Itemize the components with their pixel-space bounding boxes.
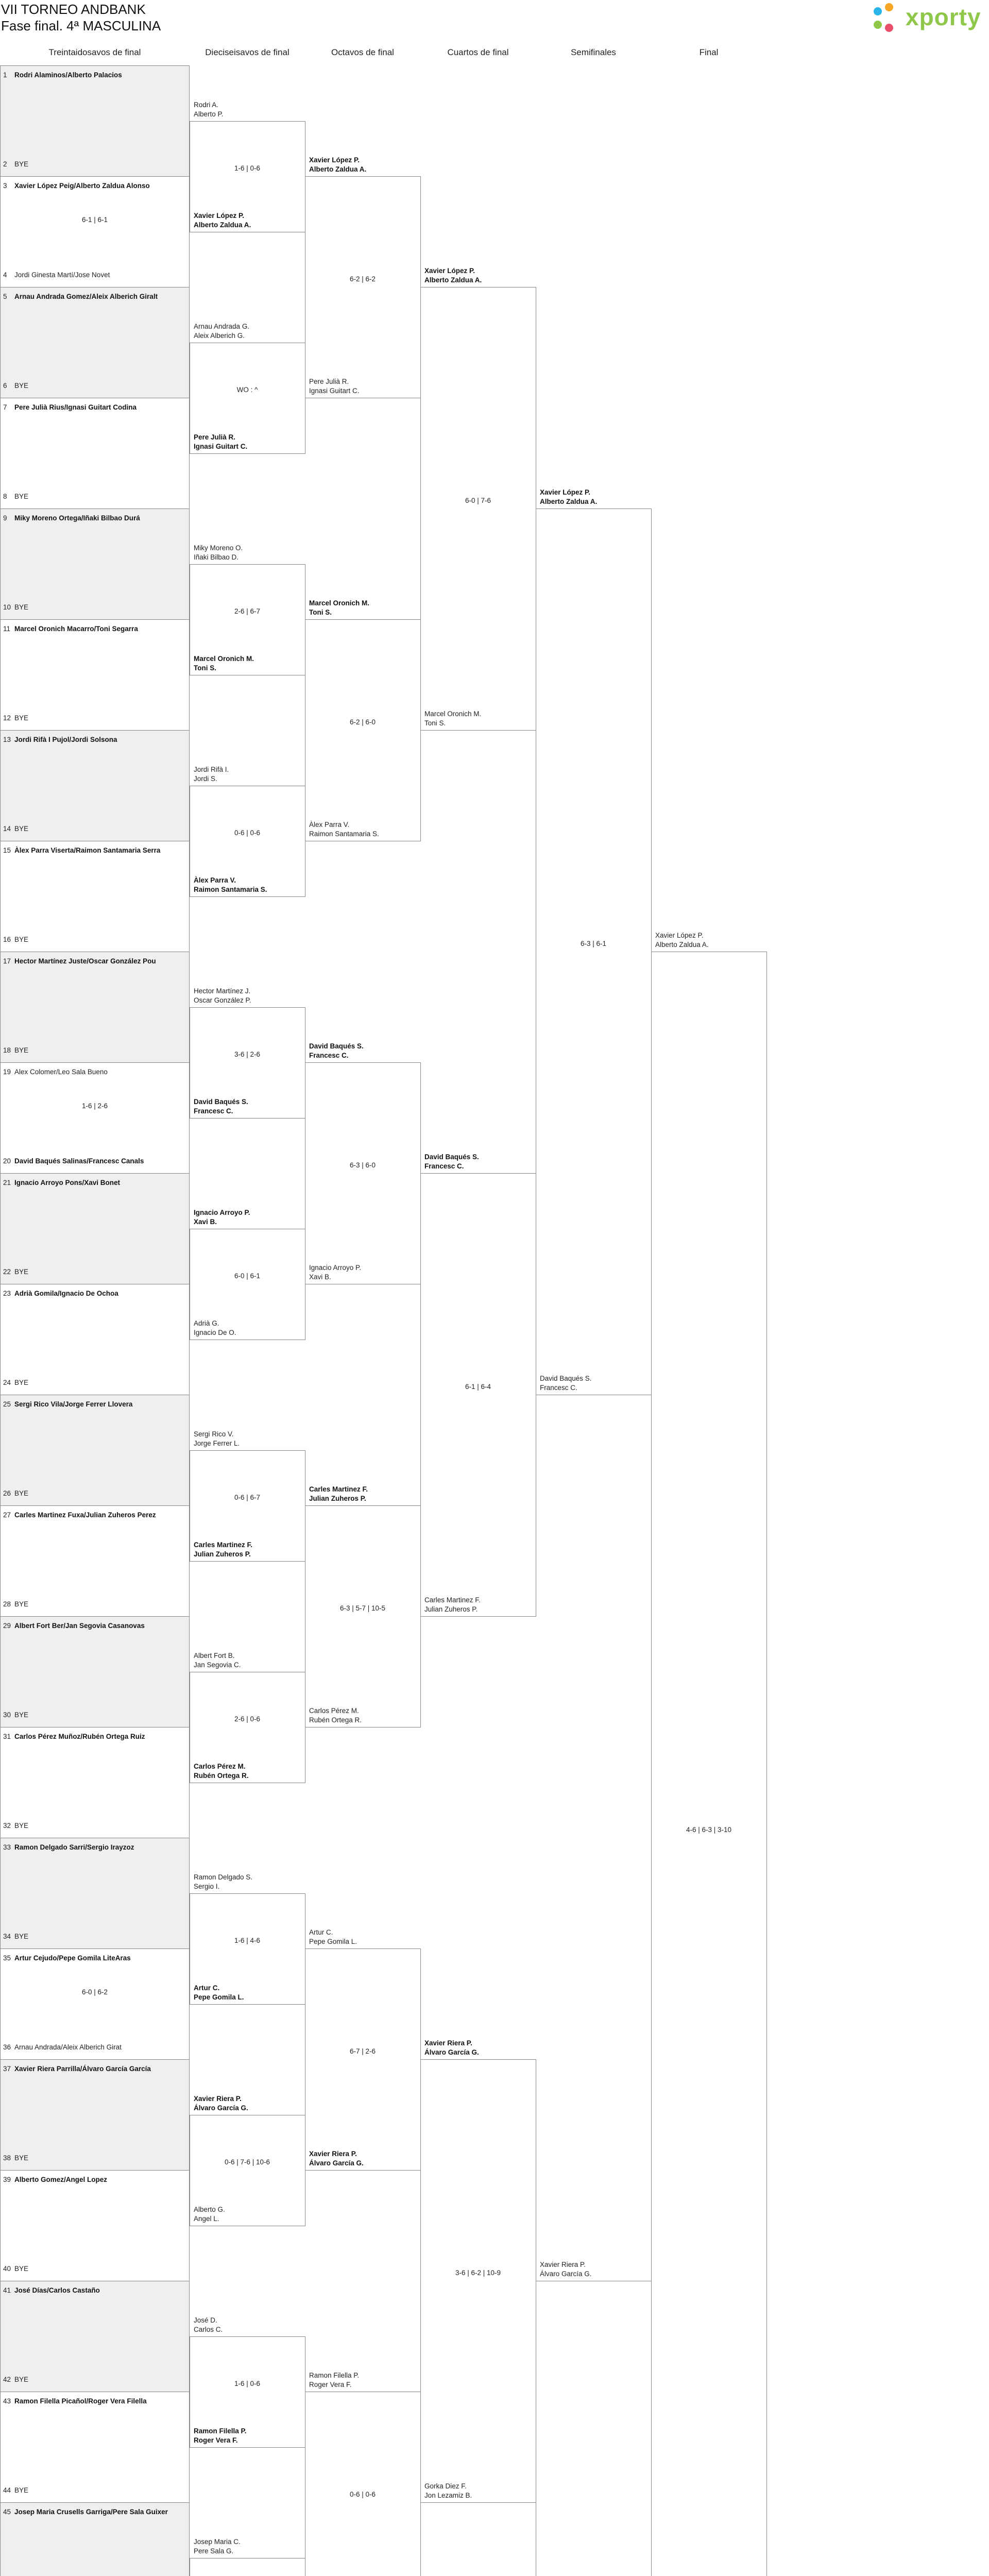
match-score: 1-6 | 0-6 — [190, 2379, 305, 2388]
match-score: 6-2 | 6-2 — [305, 275, 420, 283]
team-name: Francesc C. — [540, 1383, 577, 1392]
team-name: Rodri A. — [194, 100, 218, 109]
team-name: Pepe Gomila L. — [194, 1993, 244, 2002]
match-slot — [0, 2059, 190, 2171]
team-name: Xavi B. — [309, 1273, 331, 1281]
team-name: Raimon Santamaria S. — [309, 829, 379, 838]
team-name: Carles Martinez F. — [194, 1540, 252, 1549]
team-name: BYE — [14, 1821, 28, 1830]
match-slot — [0, 1284, 190, 1395]
seed-number: 18 — [3, 1046, 11, 1055]
seed-number: 23 — [3, 1289, 11, 1298]
team-name: BYE — [14, 1710, 28, 1719]
team-name: BYE — [14, 1600, 28, 1608]
team-name: Sergi Rico V. — [194, 1430, 234, 1438]
team-name: Gorka Diez F. — [424, 2482, 467, 2490]
team-name: Sergio I. — [194, 1882, 219, 1891]
round-header-r5: Semifinales — [536, 47, 651, 58]
team-name: Hector Martínez Juste/Oscar González Pou — [14, 957, 156, 965]
seed-number: 43 — [3, 2397, 11, 2405]
match-slot — [0, 1727, 190, 1838]
team-name: Julian Zuheros P. — [309, 1494, 366, 1503]
team-name: Artur C. — [309, 1928, 333, 1937]
round-header-r4: Cuartos de final — [420, 47, 536, 58]
team-name: Roger Vera F. — [309, 2380, 352, 2389]
team-name: Roger Vera F. — [194, 2436, 238, 2445]
team-name: Alberto Zaldua A. — [309, 165, 366, 174]
team-name: Xavi B. — [194, 1217, 217, 1226]
seed-number: 16 — [3, 935, 11, 944]
team-name: Sergi Rico Vila/Jorge Ferrer Llovera — [14, 1400, 132, 1409]
match-score: 0-6 | 6-7 — [190, 1493, 305, 1502]
team-name: Jordi Ginesta Martí/Jose Novet — [14, 270, 110, 279]
team-name: BYE — [14, 2375, 28, 2384]
match-slot — [0, 952, 190, 1063]
seed-number: 7 — [3, 403, 7, 412]
team-name: Pepe Gomila L. — [309, 1937, 357, 1946]
seed-number: 41 — [3, 2286, 11, 2295]
seed-number: 35 — [3, 1954, 11, 1962]
match-score: 1-6 | 2-6 — [0, 1101, 190, 1110]
seed-number: 12 — [3, 714, 11, 722]
team-name: Álvaro García G. — [424, 2048, 479, 2057]
seed-number: 42 — [3, 2375, 11, 2384]
seed-number: 27 — [3, 1511, 11, 1519]
match-slot — [0, 1173, 190, 1284]
team-name: Ignacio Arroyo Pons/Xavi Bonet — [14, 1178, 120, 1187]
seed-number: 32 — [3, 1821, 11, 1830]
match-slot — [0, 398, 190, 509]
match-score: 3-6 | 6-2 | 10-9 — [420, 2268, 536, 2277]
match-score: 6-0 | 7-6 — [420, 496, 536, 505]
team-name: BYE — [14, 1046, 28, 1055]
tournament-title: VII TORNEO ANDBANK — [1, 1, 146, 18]
team-name: Toni S. — [309, 608, 332, 617]
team-name: Xavier Riera P. — [309, 2149, 357, 2158]
seed-number: 21 — [3, 1178, 11, 1187]
team-name: Xavier Riera P. — [194, 2094, 242, 2103]
team-name: Xavier López P. — [424, 266, 475, 275]
team-name: Xavier López P. — [309, 156, 360, 164]
seed-number: 10 — [3, 603, 11, 612]
seed-number: 8 — [3, 492, 7, 501]
team-name: Francesc C. — [424, 1162, 464, 1171]
team-name: Toni S. — [194, 664, 216, 672]
match-score: 6-0 | 6-1 — [190, 1272, 305, 1280]
team-name: Ramon Filella P. — [309, 2371, 359, 2380]
match-slot — [0, 65, 190, 177]
seed-number: 38 — [3, 2154, 11, 2162]
team-name: Marcel Oronich M. — [424, 709, 481, 718]
team-name: Álvaro García G. — [194, 2104, 248, 2112]
seed-number: 25 — [3, 1400, 11, 1409]
team-name: Alberto Zaldua A. — [424, 276, 482, 284]
seed-number: 5 — [3, 292, 7, 301]
match-box — [305, 619, 421, 841]
team-name: Jordi S. — [194, 774, 217, 783]
team-name: Josep Maria Crusells Garriga/Pere Sala Guixer — [14, 2507, 168, 2516]
match-box — [420, 287, 536, 731]
team-name: BYE — [14, 603, 28, 612]
team-name: David Baqués Salinas/Francesc Canals — [14, 1157, 144, 1165]
team-name: Xavier López Peig/Alberto Zaldua Alonso — [14, 181, 150, 190]
match-box — [536, 2281, 652, 2576]
match-score: 6-3 | 5-7 | 10-5 — [305, 1604, 420, 1613]
match-score: 6-1 | 6-1 — [0, 215, 190, 224]
team-name: Xavier López P. — [540, 488, 590, 497]
team-name: David Baqués S. — [540, 1374, 592, 1383]
seed-number: 11 — [3, 624, 10, 633]
team-name: Marcel Oronich Macarro/Toni Segarra — [14, 624, 138, 633]
team-name: Hector Martínez J. — [194, 987, 250, 995]
match-slot — [0, 1838, 190, 1949]
seed-number: 33 — [3, 1843, 11, 1852]
team-name: Álvaro García G. — [309, 2159, 364, 2167]
team-name: BYE — [14, 824, 28, 833]
team-name: Jan Segovia C. — [194, 1660, 241, 1669]
match-box — [420, 2059, 536, 2503]
team-name: Alberto Gomez/Angel Lopez — [14, 2175, 107, 2184]
team-name: Carlos Pérez M. — [194, 1762, 246, 1771]
team-name: Raimon Santamaria S. — [194, 885, 267, 894]
team-name: Ramon Filella P. — [194, 2427, 247, 2435]
team-name: Artur C. — [194, 1984, 219, 1992]
match-score: 2-6 | 6-7 — [190, 607, 305, 616]
team-name: BYE — [14, 2264, 28, 2273]
seed-number: 31 — [3, 1732, 11, 1741]
seed-number: 17 — [3, 957, 11, 965]
seed-number: 2 — [3, 160, 7, 168]
match-score: 2-6 | 0-6 — [190, 1715, 305, 1723]
seed-number: 39 — [3, 2175, 11, 2184]
team-name: Xavier Riera P. — [540, 2260, 586, 2269]
team-name: Ignacio De O. — [194, 1328, 236, 1337]
team-name: Alberto Zaldua A. — [655, 940, 709, 949]
team-name: Pere Julià R. — [194, 433, 235, 442]
match-score: 0-6 | 0-6 — [305, 2490, 420, 2499]
team-name: Xavier López P. — [655, 931, 704, 940]
team-name: Aleix Alberich G. — [194, 331, 245, 340]
team-name: Alberto P. — [194, 110, 224, 118]
seed-number: 15 — [3, 846, 11, 855]
team-name: Xavier López P. — [194, 211, 244, 220]
team-name: Alberto G. — [194, 2205, 225, 2214]
seed-number: 20 — [3, 1157, 11, 1165]
seed-number: 24 — [3, 1378, 11, 1387]
team-name: Jordi Rifà I Pujol/Jordi Solsona — [14, 735, 117, 744]
team-name: David Baqués S. — [424, 1153, 479, 1161]
match-slot — [0, 509, 190, 620]
team-name: Arnau Andrada G. — [194, 322, 249, 331]
logo-wordmark: xporty — [906, 3, 981, 31]
seed-number: 1 — [3, 71, 7, 79]
team-name: Rubén Ortega R. — [194, 1771, 249, 1780]
team-name: BYE — [14, 2486, 28, 2495]
match-slot — [0, 1505, 190, 1617]
team-name: Ignasi Guitart C. — [194, 442, 247, 451]
match-box — [305, 2392, 421, 2576]
match-slot — [0, 2281, 190, 2392]
match-box — [305, 176, 421, 398]
seed-number: 29 — [3, 1621, 11, 1630]
match-slot — [0, 2392, 190, 2503]
team-name: BYE — [14, 492, 28, 501]
team-name: Ramon Delgado Sarri/Sergio Irayzoz — [14, 1843, 134, 1852]
match-box — [305, 1062, 421, 1284]
team-name: Angel L. — [194, 2214, 219, 2223]
team-name: Adrià G. — [194, 1319, 219, 1328]
seed-number: 9 — [3, 514, 7, 522]
seed-number: 3 — [3, 181, 7, 190]
team-name: Jon Lezamiz B. — [424, 2491, 472, 2500]
tournament-subtitle: Fase final. 4ª MASCULINA — [1, 18, 161, 34]
team-name: Miky Moreno Ortega/Iñaki Bilbao Durá — [14, 514, 140, 522]
seed-number: 37 — [3, 2064, 11, 2073]
round-header-r1: Treintaidosavos de final — [37, 47, 152, 58]
seed-number: 26 — [3, 1489, 11, 1498]
team-name: BYE — [14, 2154, 28, 2162]
team-name: Francesc C. — [194, 1107, 233, 1115]
match-score: 0-6 | 0-6 — [190, 828, 305, 837]
seed-number: 44 — [3, 2486, 11, 2495]
seed-number: 30 — [3, 1710, 11, 1719]
seed-number: 36 — [3, 2043, 11, 2052]
match-score: 6-7 | 2-6 — [305, 2047, 420, 2056]
team-name: Marcel Oronich M. — [194, 654, 254, 663]
round-header-r6: Final — [651, 47, 766, 58]
match-score: 1-6 | 0-6 — [190, 164, 305, 173]
team-name: Jorge Ferrer L. — [194, 1439, 240, 1448]
team-name: BYE — [14, 1267, 28, 1276]
match-slot — [0, 1616, 190, 1727]
team-name: Albert Fort B. — [194, 1651, 235, 1660]
match-slot — [0, 841, 190, 952]
team-name: Marcel Oronich M. — [309, 599, 369, 607]
team-name: Xavier Riera Parrilla/Álvaro García García — [14, 2064, 151, 2073]
team-name: BYE — [14, 381, 28, 390]
match-score: 6-3 | 6-1 — [536, 939, 651, 948]
team-name: Arnau Andrada Gomez/Aleix Alberich Giralt — [14, 292, 158, 301]
team-name: BYE — [14, 160, 28, 168]
team-name: Xavier Riera P. — [424, 2039, 472, 2047]
match-box — [536, 509, 652, 1395]
match-box — [190, 2558, 305, 2576]
seed-number: 19 — [3, 1067, 11, 1076]
match-box — [420, 1173, 536, 1617]
team-name: David Baqués S. — [309, 1042, 364, 1050]
team-name: Rodri Alaminos/Alberto Palacios — [14, 71, 122, 79]
team-name: Arnau Andrada/Aleix Alberich Girat — [14, 2043, 122, 2052]
team-name: Ignacio Arroyo P. — [309, 1263, 361, 1272]
team-name: Ignacio Arroyo P. — [194, 1208, 250, 1217]
seed-number: 22 — [3, 1267, 11, 1276]
match-score: 0-6 | 7-6 | 10-6 — [190, 2158, 305, 2166]
seed-number: 40 — [3, 2264, 11, 2273]
team-name: Julian Zuheros P. — [194, 1550, 251, 1558]
team-name: Carles Martinez F. — [424, 1596, 481, 1604]
team-name: Alberto Zaldua A. — [540, 497, 597, 506]
team-name: Ramon Delgado S. — [194, 1873, 252, 1882]
match-score: WO : ^ — [190, 385, 305, 394]
match-slot — [0, 287, 190, 398]
team-name: Pere Sala G. — [194, 2547, 233, 2555]
match-box — [305, 1505, 421, 1727]
team-name: Iñaki Bilbao D. — [194, 553, 238, 562]
match-score: 1-6 | 4-6 — [190, 1936, 305, 1945]
seed-number: 45 — [3, 2507, 11, 2516]
team-name: Carlos Pérez Muñoz/Rubén Ortega Ruiz — [14, 1732, 145, 1741]
match-box — [651, 952, 767, 2576]
round-header-r2: Dieciseisavos de final — [190, 47, 305, 58]
match-score: 6-3 | 6-0 — [305, 1161, 420, 1170]
team-name: Julian Zuheros P. — [424, 1605, 478, 1614]
seed-number: 13 — [3, 735, 11, 744]
seed-number: 6 — [3, 381, 7, 390]
team-name: Pere Julià R. — [309, 377, 349, 386]
team-name: BYE — [14, 1489, 28, 1498]
team-name: BYE — [14, 1932, 28, 1941]
seed-number: 4 — [3, 270, 7, 279]
team-name: Toni S. — [424, 719, 446, 727]
team-name: Àlex Parra V. — [194, 876, 236, 885]
team-name: Carlos C. — [194, 2325, 223, 2334]
round-header-r3: Octavos de final — [305, 47, 420, 58]
team-name: Álvaro García G. — [540, 2269, 592, 2278]
match-slot — [0, 2170, 190, 2281]
team-name: Rubén Ortega R. — [309, 1716, 362, 1724]
seed-number: 14 — [3, 824, 11, 833]
team-name: Ramon Filella Picañol/Roger Vera Filella — [14, 2397, 147, 2405]
match-box — [305, 1948, 421, 2171]
seed-number: 28 — [3, 1600, 11, 1608]
match-score: 6-0 | 6-2 — [0, 1988, 190, 1996]
team-name: Ignasi Guitart C. — [309, 386, 360, 395]
team-name: José Días/Carlos Castaño — [14, 2286, 100, 2295]
team-name: José D. — [194, 2316, 217, 2325]
team-name: Pere Julià Rius/Ignasi Guitart Codina — [14, 403, 137, 412]
match-slot — [0, 619, 190, 731]
team-name: Carles Martinez F. — [309, 1485, 368, 1494]
team-name: David Baqués S. — [194, 1097, 248, 1106]
team-name: Alex Colomer/Leo Sala Bueno — [14, 1067, 108, 1076]
team-name: BYE — [14, 1378, 28, 1387]
team-name: BYE — [14, 714, 28, 722]
team-name: Jordi Rifà I. — [194, 765, 229, 774]
match-score: 6-2 | 6-0 — [305, 718, 420, 726]
team-name: Carlos Pérez M. — [309, 1706, 359, 1715]
team-name: Oscar González P. — [194, 996, 251, 1005]
match-slot — [0, 730, 190, 841]
team-name: Miky Moreno O. — [194, 544, 243, 552]
team-name: Carles Martinez Fuxa/Julian Zuheros Perez — [14, 1511, 156, 1519]
team-name: Alberto Zaldua A. — [194, 221, 251, 229]
team-name: Albert Fort Ber/Jan Segovia Casanovas — [14, 1621, 145, 1630]
team-name: Artur Cejudo/Pepe Gomila LiteAras — [14, 1954, 131, 1962]
team-name: Francesc C. — [309, 1051, 349, 1060]
match-score: 6-1 | 6-4 — [420, 1382, 536, 1391]
team-name: Josep Maria C. — [194, 2537, 241, 2546]
match-slot — [0, 1395, 190, 1506]
team-name: Àlex Parra V. — [309, 820, 349, 829]
match-score: 3-6 | 2-6 — [190, 1050, 305, 1059]
seed-number: 34 — [3, 1932, 11, 1941]
team-name: Adrià Gomila/Ignacio De Ochoa — [14, 1289, 118, 1298]
team-name: BYE — [14, 935, 28, 944]
team-name: Àlex Parra Viserta/Raimon Santamaria Serra — [14, 846, 160, 855]
match-score: 4-6 | 6-3 | 3-10 — [651, 1825, 766, 1834]
